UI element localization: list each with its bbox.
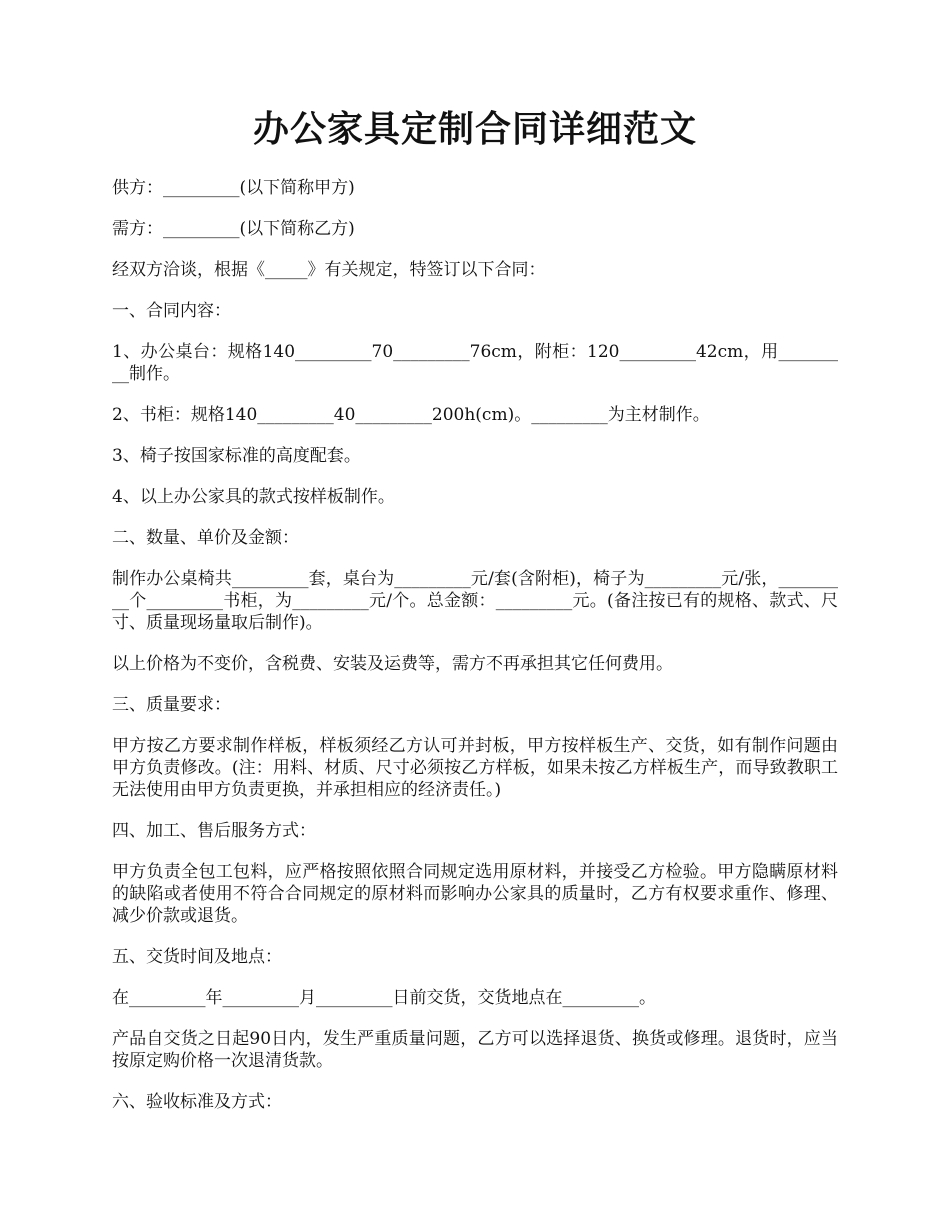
clause-fixed-price: 以上价格为不变价，含税费、安装及运费等，需方不再承担其它任何费用。 [112,654,673,675]
clause-quantity-price: 制作办公桌椅共_________套，桌台为_________元/套(含附柜)，椅子为_________元/张，_________个_________书柜，为_________元/个。总金额：_________元。(备注按已有的规格、款式、尺寸、质量现场量取后制作)。 [112,569,838,634]
clause-desk: 1、办公桌台：规格140_________70_________76cm，附柜：120_________42cm，用_________制作。 [112,342,838,385]
section-heading-acceptance: 六、验收标准及方式： [112,1092,282,1113]
clause-bookcase: 2、书柜：规格140_________40_________200h(cm)。_________为主材制作。 [112,405,710,426]
clause-style: 4、以上办公家具的款式按样板制作。 [112,487,395,508]
supplier-line: 供方：_________(以下简称甲方) [112,178,355,199]
section-heading-contract-content: 一、合同内容： [112,301,231,322]
clause-chairs: 3、椅子按国家标准的高度配套。 [112,446,361,467]
document-title: 办公家具定制合同详细范文 [252,108,697,150]
buyer-line: 需方：_________(以下简称乙方) [112,219,355,240]
clause-service: 甲方负责全包工包料，应严格按照依照合同规定选用原材料，并接受乙方检验。甲方隐瞒原材料的缺陷或者使用不符合合同规定的原材料而影响办公家具的质量时，乙方有权要求重作、修理、减少价款或退货。 [112,862,838,927]
clause-delivery-date: 在_________年_________月_________日前交货，交货地点在_________。 [112,988,656,1009]
preamble: 经双方洽谈，根据《_____》有关规定，特签订以下合同： [112,260,546,281]
section-heading-quantity-price: 二、数量、单价及金额： [112,528,299,549]
section-heading-service: 四、加工、售后服务方式： [112,821,316,842]
section-heading-delivery: 五、交货时间及地点： [112,947,282,968]
clause-quality: 甲方按乙方要求制作样板，样板须经乙方认可并封板，甲方按样板生产、交货，如有制作问题由甲方负责修改。(注：用料、材质、尺寸必须按乙方样板，如果未按乙方样板生产，而导致教职工无法使用由甲方负责更换，并承担相应的经济责任。) [112,736,838,801]
clause-return: 产品自交货之日起90日内，发生严重质量问题，乙方可以选择退货、换货或修理。退货时，应当按原定购价格一次退清货款。 [112,1029,838,1072]
section-heading-quality: 三、质量要求： [112,695,231,716]
